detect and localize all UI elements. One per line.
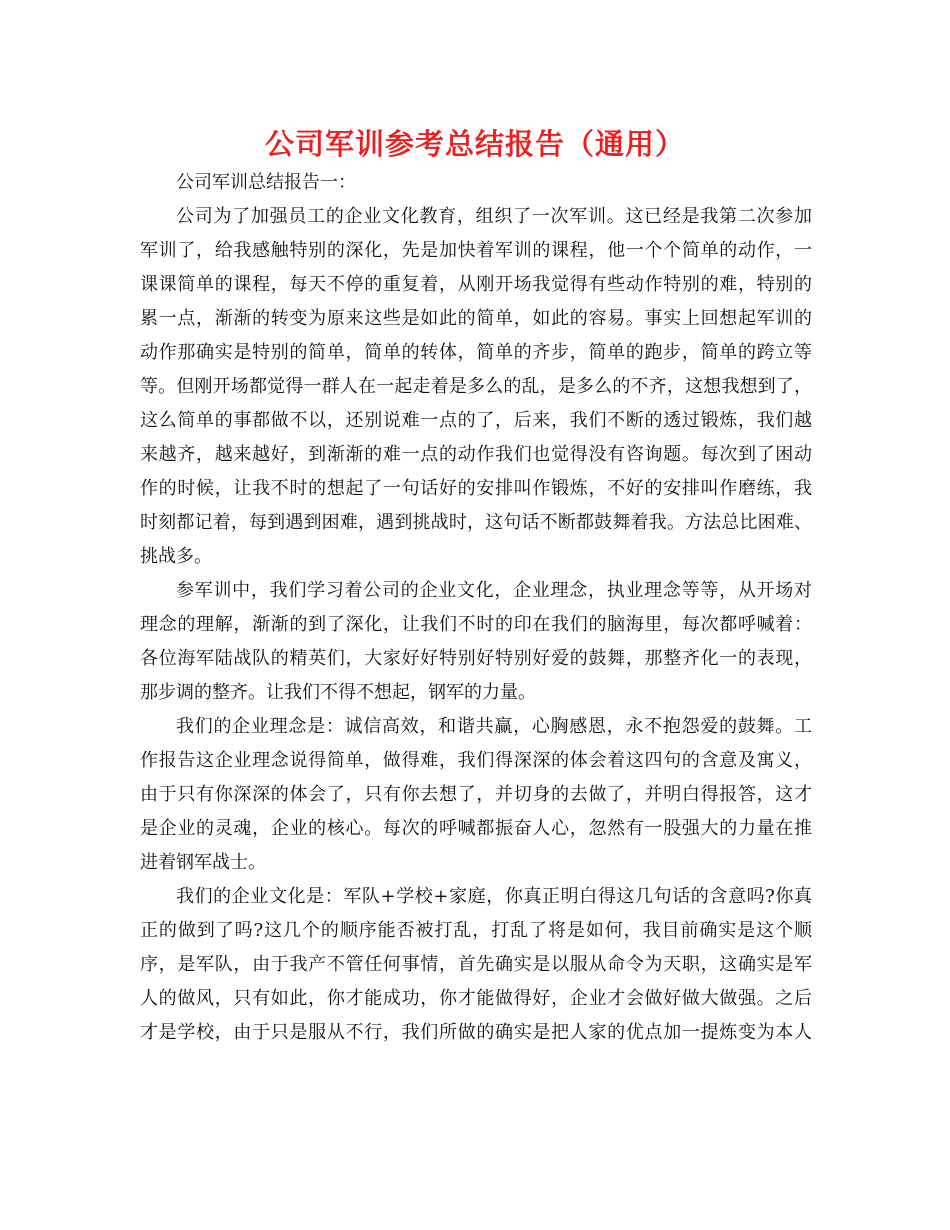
paragraph-line: 累一点，渐渐的转变为原来这些是如此的简单，如此的容易。事实上回想起军训的 — [140, 308, 812, 329]
paragraph-line: 那步调的整齐。让我们不得不想起，钢军的力量。 — [140, 682, 536, 703]
paragraph-line: 序，是军队，由于我产不管任何事情，首先确实是以服从命令为天职，这确实是军 — [140, 954, 812, 975]
paragraph-line: 挑战多。 — [140, 546, 212, 567]
paragraph-line: 才是学校，由于只是服从不行，我们所做的确实是把人家的优点加一提炼变为本人 — [140, 1022, 812, 1043]
paragraph-line: 时刻都记着，每到遇到困难，遇到挑战时，这句话不断都鼓舞着我。方法总比困难、 — [140, 512, 812, 533]
paragraph — [140, 574, 812, 710]
paragraph — [140, 880, 812, 1050]
paragraph-line: 等。但刚开场都觉得一群人在一起走着是多么的乱，是多么的不齐，这想我想到了， — [140, 376, 812, 397]
paragraph-line: 我们的企业文化是：军队+学校+家庭，你真正明白得这几句话的含意吗?你真 — [176, 886, 812, 907]
paragraph — [140, 710, 812, 880]
paragraph-line: 动作那确实是特别的简单，简单的转体，简单的齐步，简单的跑步，简单的跨立等 — [140, 342, 812, 363]
paragraph-line: 理念的理解，渐渐的到了深化，让我们不时的印在我们的脑海里，每次都呼喊着： — [140, 614, 812, 635]
paragraph-line: 这么简单的事都做不以，还别说难一点的了，后来，我们不断的透过锻炼，我们越 — [140, 410, 812, 431]
paragraph-line: 由于只有你深深的体会了，只有你去想了，并切身的去做了，并明白得报答，这才 — [140, 784, 812, 805]
paragraph-line: 各位海军陆战队的精英们，大家好好特别好特别好爱的鼓舞，那整齐化一的表现， — [140, 648, 812, 669]
paragraph-line: 参军训中，我们学习着公司的企业文化，企业理念，执业理念等等，从开场对 — [176, 580, 812, 601]
paragraph-line: 作的时候，让我不时的想起了一句话好的安排叫作锻炼，不好的安排叫作磨练，我 — [140, 478, 812, 499]
paragraph-line: 人的做风，只有如此，你才能成功，你才能做得好，企业才会做好做大做强。之后 — [140, 988, 812, 1009]
document-body — [140, 166, 812, 1050]
paragraph-line: 是企业的灵魂，企业的核心。每次的呼喊都振奋人心，忽然有一股强大的力量在推 — [140, 818, 812, 839]
paragraph-line: 进着钢军战士。 — [140, 852, 266, 873]
paragraph-line: 课课简单的课程，每天不停的重复着，从刚开场我觉得有些动作特别的难，特别的 — [140, 274, 812, 295]
paragraph-line: 军训了，给我感触特别的深化，先是加快着军训的课程，他一个个简单的动作，一 — [140, 240, 812, 261]
paragraph — [140, 166, 812, 200]
paragraph-line: 正的做到了吗?这几个的顺序能否被打乱，打乱了将是如何，我目前确实是这个顺 — [140, 920, 812, 941]
paragraph-line: 来越齐，越来越好，到渐渐的难一点的动作我们也觉得没有咨询题。每次到了困动 — [140, 444, 812, 465]
paragraph-line: 公司为了加强员工的企业文化教育，组织了一次军训。这已经是我第二次参加 — [176, 206, 812, 227]
paragraph-line: 我们的企业理念是：诚信高效，和谐共赢，心胸感恩，永不抱怨爱的鼓舞。工 — [176, 716, 812, 737]
paragraph-line: 公司军训总结报告一： — [176, 172, 356, 193]
paragraph-line: 作报告这企业理念说得简单，做得难，我们得深深的体会着这四句的含意及寓义， — [140, 750, 812, 771]
paragraph — [140, 200, 812, 574]
document-title: 公司军训参考总结报告（通用） — [264, 127, 685, 161]
